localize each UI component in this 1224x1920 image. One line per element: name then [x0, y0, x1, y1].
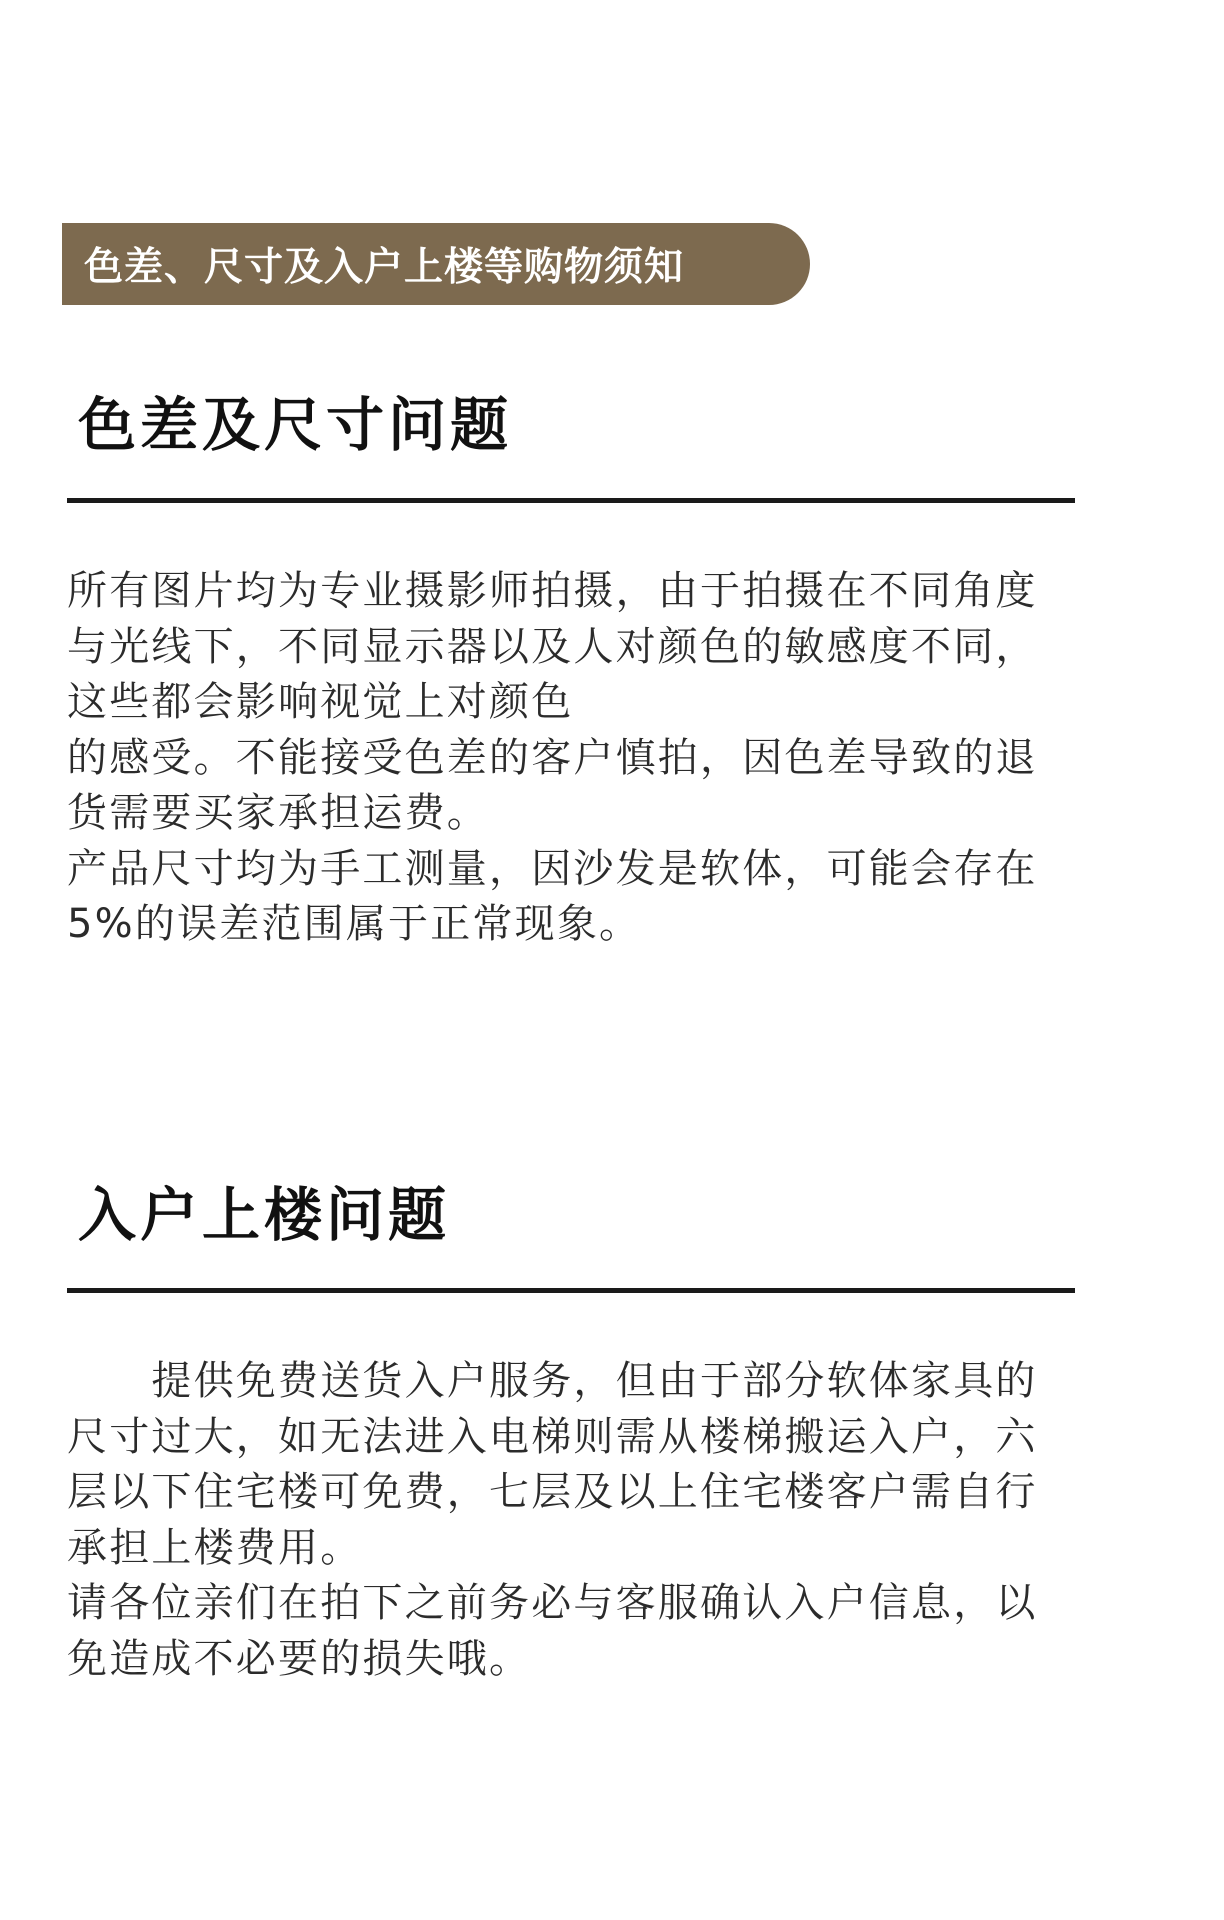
body-line: 产品尺寸均为手工测量，因沙发是软体，可能会存在: [67, 845, 1038, 892]
section-title-delivery: 入户上楼问题: [78, 1181, 451, 1249]
body-line: 免造成不必要的损失哦。: [67, 1635, 532, 1682]
banner-title: 色差、尺寸及入户上楼等购物须知: [84, 245, 685, 290]
body-line: 尺寸过大，如无法进入电梯则需从楼梯搬运入户，六: [67, 1413, 1038, 1460]
notice-banner: [62, 223, 810, 305]
section-body-color-size: [67, 564, 1087, 953]
body-line: 与光线下，不同显示器以及人对颜色的敏感度不同，: [67, 623, 1038, 670]
body-line: 5%的误差范围属于正常现象。: [67, 901, 642, 947]
body-line: 货需要买家承担运费。: [67, 790, 489, 836]
section-title-color-size: 色差及尺寸问题: [78, 391, 513, 459]
section-body-delivery: [67, 1354, 1087, 1687]
body-line: 层以下住宅楼可免费，七层及以上住宅楼客户需自行: [67, 1469, 1038, 1515]
body-line: 提供免费送货入户服务，但由于部分软体家具的: [67, 1358, 1038, 1404]
body-line: 请各位亲们在拍下之前务必与客服确认入户信息，以: [67, 1580, 1038, 1626]
body-line: 承担上楼费用。: [67, 1524, 363, 1571]
body-line: 这些都会影响视觉上对颜色: [67, 679, 574, 725]
body-line: 的感受。不能接受色差的客户慎拍，因色差导致的退: [67, 734, 1038, 781]
body-line: 所有图片均为专业摄影师拍摄，由于拍摄在不同角度: [67, 568, 1038, 614]
section-divider: [67, 498, 1075, 503]
section-divider: [67, 1288, 1075, 1293]
